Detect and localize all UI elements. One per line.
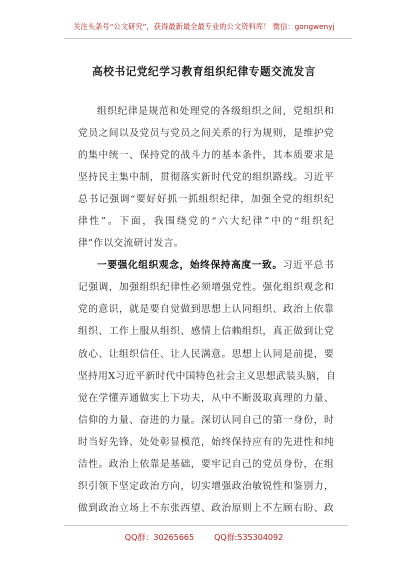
- document-body: [78, 101, 337, 520]
- paragraph-2-line-8: 信仰的力量、奋进的力量。深切认同自己的第一身份，时: [78, 414, 334, 426]
- paragraph-1-line-6: 律性”。下面，我围绕党的“六大纪律”中的“组织纪: [78, 216, 334, 228]
- footer-divider: [64, 525, 348, 526]
- paragraph-1-line-7: 律”作以交流研讨发言。: [78, 238, 184, 250]
- paragraph-1-line-2: 党员之间以及党员与党员之间关系的行为规则，是维护党: [78, 128, 334, 140]
- paragraph-1-line-3: 的集中统一、保持党的战斗力的基本条件，其本质要求是: [78, 150, 334, 162]
- header-promo-note: 关注头条号“公文研究”，获得最新最全最专业的公文资料库！ 微信：gongwenyj: [73, 22, 335, 31]
- paragraph-2-line-1-text: 习近平总书: [282, 260, 334, 272]
- paragraph-2-line-3: 党的意识，就是要自觉做到思想上认同组织、政治上依靠: [78, 304, 334, 316]
- paragraph-2-line-12: 做到政治立场上不东张西望、政治原则上不左顾右盼、政: [78, 502, 334, 514]
- header-divider: [64, 38, 352, 39]
- document-title: 高校书记党纪学习教育组织纪律专题交流发言: [92, 66, 316, 78]
- paragraph-2-line-4: 组织、工作上服从组织、感情上信赖组织，真正做到让党: [78, 326, 334, 338]
- paragraph-2-line-7: 觉在学懂弄通做实上下功夫，从中不断汲取真理的力量、: [78, 392, 334, 404]
- paragraph-2-line-11: 织引领下坚定政治方向，切实增强政治敏锐性和鉴别力，: [78, 480, 334, 492]
- paragraph-2-line-6: 坚持用X习近平新时代中国特色社会主义思想武装头脑，自: [78, 370, 337, 382]
- paragraph-1-line-5: 总书记强调“要好好抓一抓组织纪律，加强全党的组织纪: [78, 194, 334, 206]
- paragraph-2-line-5: 放心、让组织信任、让人民满意。思想上认同是前提，要: [78, 348, 334, 360]
- paragraph-1-line-1: 组织纪律是规范和处理党的各级组织之间，党组织和: [97, 106, 334, 117]
- paragraph-2-line-10: 洁性。政治上依靠是基础，要牢记自己的党员身份，在组: [78, 458, 334, 470]
- paragraph-2-line-2: 记强调，加强组织纪律性必须增强党性。强化组织观念和: [78, 282, 334, 294]
- footer-contacts: [0, 532, 408, 543]
- paragraph-1-line-4: 坚持民主集中制，贯彻落实新时代党的组织路线。习近平: [78, 172, 334, 184]
- paragraph-2-line-9: 时当好先锋、处处彰显模范，始终保持应有的先进性和纯: [78, 436, 334, 448]
- footer-qq-group-1: QQ群：30265665: [124, 533, 195, 542]
- paragraph-2-heading: 一要强化组织观念，始终保持高度一致。: [97, 260, 283, 272]
- footer-qq-group-2: QQ群:535304092: [214, 533, 284, 542]
- paragraph-2-line-1: [78, 255, 334, 277]
